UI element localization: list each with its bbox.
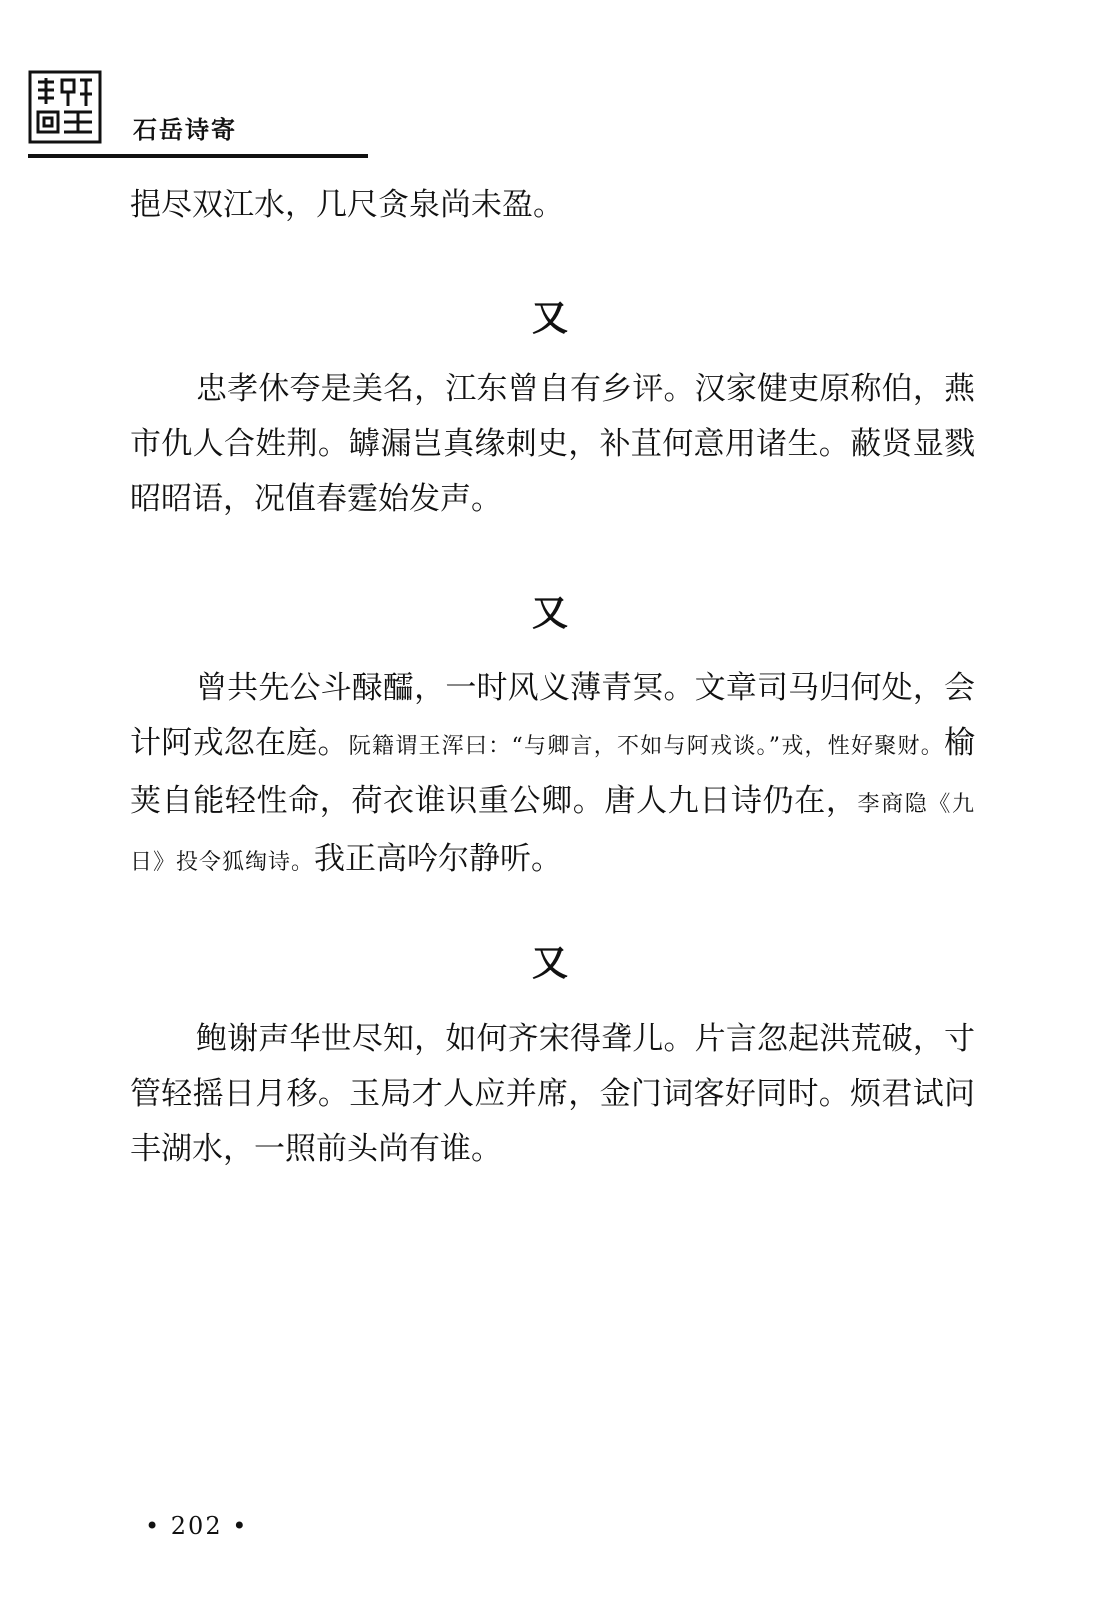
seal-stamp-icon (28, 70, 102, 144)
poem-2-note-b: 李商隐《九日》投令狐绹诗。 (130, 792, 975, 875)
opening-line: 挹尽双江水，几尺贪泉尚未盈。 (130, 187, 564, 223)
poem-2-text-a: 曾共先公斗醁醽，一时风义薄青冥。文章司马归何处，会计阿戎忽在庭。 (130, 670, 975, 761)
poem-1 (130, 362, 975, 527)
poem-2-text-b: 榆荚自能轻性命，荷衣谁识重公卿。唐人九日诗仍在， (130, 725, 975, 819)
book-title: 石岳诗寄 (133, 116, 237, 144)
poem-2-note-a: 阮籍谓王浑曰：“与卿言，不如与阿戎谈。”戎，性好聚财。 (348, 734, 944, 759)
header-rule (28, 154, 368, 158)
poem-3-text: 鲍谢声华世尽知，如何齐宋得聋儿。片言忽起洪荒破，寸管轻摇日月移。玉局才人应并席，金门词客好同时。烦君试问丰湖水，一照前头尚有谁。 (130, 1021, 975, 1167)
poem-title-1: 又 (531, 298, 568, 339)
poem-3 (130, 1012, 975, 1177)
poem-2-text-c: 我正高吟尔静听。 (314, 841, 563, 877)
poem-title-3: 又 (531, 943, 568, 984)
page-number: • 202 • (145, 1512, 249, 1540)
poem-title-2: 又 (531, 593, 568, 634)
poem-2 (130, 661, 975, 890)
page-header (28, 70, 368, 160)
poem-2-text (130, 661, 975, 890)
poem-1-text: 忠孝休夸是美名，江东曾自有乡评。汉家健吏原称伯，燕市仇人合姓荆。罅漏岂真缘刺史，补苴何意用诸生。蔽贤显戮昭昭语，况值春霆始发声。 (130, 371, 975, 517)
